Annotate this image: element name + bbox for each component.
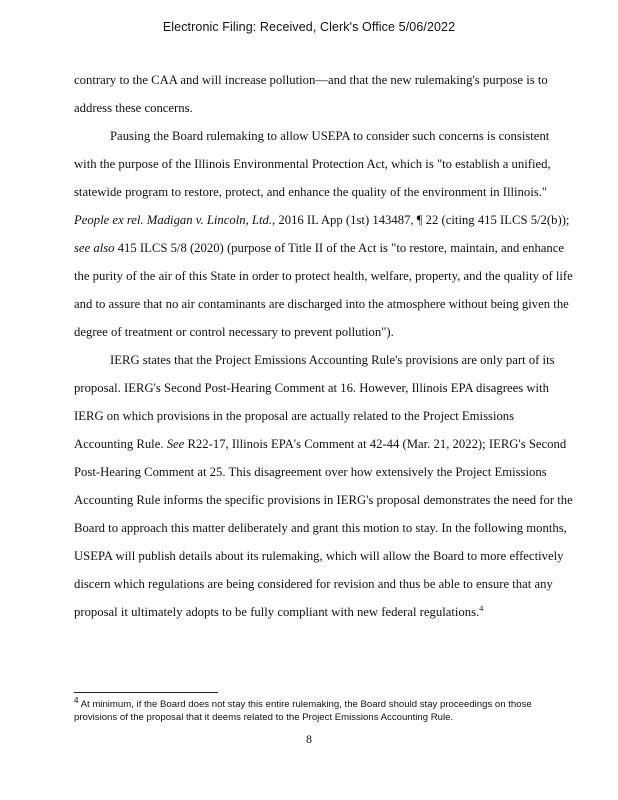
footnote <box>74 695 554 724</box>
footnote-divider <box>74 692 218 693</box>
paragraph-continuation <box>74 66 574 122</box>
signal-see: See <box>166 437 185 451</box>
paragraph-ierg <box>74 346 574 626</box>
paragraph-text: , 2016 IL App (1st) 143487, ¶ 22 (citing 415 ILCS 5/2(b)); <box>272 213 570 227</box>
page-number: 8 <box>306 732 312 746</box>
signal-see-also: see also <box>74 241 115 255</box>
paragraph-text: R22-17, Illinois EPA's Comment at 42-44 (Mar. 21, 2022); IERG's Second Post-Hearing Comment at 25. This disagreement over how extensively the Project Emissions Accounting Rule informs the specific provisions in IERG's proposal demonstrates the need for the Board to approach this matter deliberately and grant this motion to stay. In the following months, USEPA will publish details about its rulemaking, which will allow the Board to more effectively discern which regulations are being considered for revision and thus be able to ensure that any proposal it ultimately adopts to be fully compliant with new federal regulations. <box>74 437 573 619</box>
case-citation: People ex rel. Madigan v. Lincoln, Ltd. <box>74 213 273 227</box>
paragraph-text: Pausing the Board rulemaking to allow USEPA to consider such concerns is consistent with the purpose of the Illinois Environmental Protection Act, which is "to establish a unified, statewide program to restore, protect, and enhance the quality of the environment in Illinois." <box>74 129 551 199</box>
paragraph-pausing <box>74 122 574 346</box>
footnote-text: At minimum, if the Board does not stay this entire rulemaking, the Board should stay proceedings on those provisions of the proposal that it deems related to the Project Emissions Accounting Rule. <box>74 699 532 723</box>
filing-header: Electronic Filing: Received, Clerk's Office 5/06/2022 <box>162 20 456 34</box>
paragraph-text: IERG states that the Project Emissions Accounting Rule's provisions are only part of its proposal. IERG's Second Post-Hearing Comment at 16. However, Illinois EPA disagrees with IERG on which provisions in the proposal are actually related to the Project Emissions Accounting Rule. <box>74 353 555 451</box>
footnote-reference[interactable]: 4 <box>479 603 484 613</box>
paragraph-text: contrary to the CAA and will increase pollution—and that the new rulemaking's purpose is to address these concerns. <box>74 73 548 115</box>
footnote-mark: 4 <box>74 695 79 705</box>
document-body <box>74 66 574 626</box>
paragraph-text: 415 ILCS 5/8 (2020) (purpose of Title II of the Act is "to restore, maintain, and enhance the purity of the air of this State in order to protect health, welfare, property, and the quality of life and to assure that no air contaminants are discharged into the atmosphere without being given the degree of treatment or control necessary to prevent pollution"). <box>74 241 573 339</box>
